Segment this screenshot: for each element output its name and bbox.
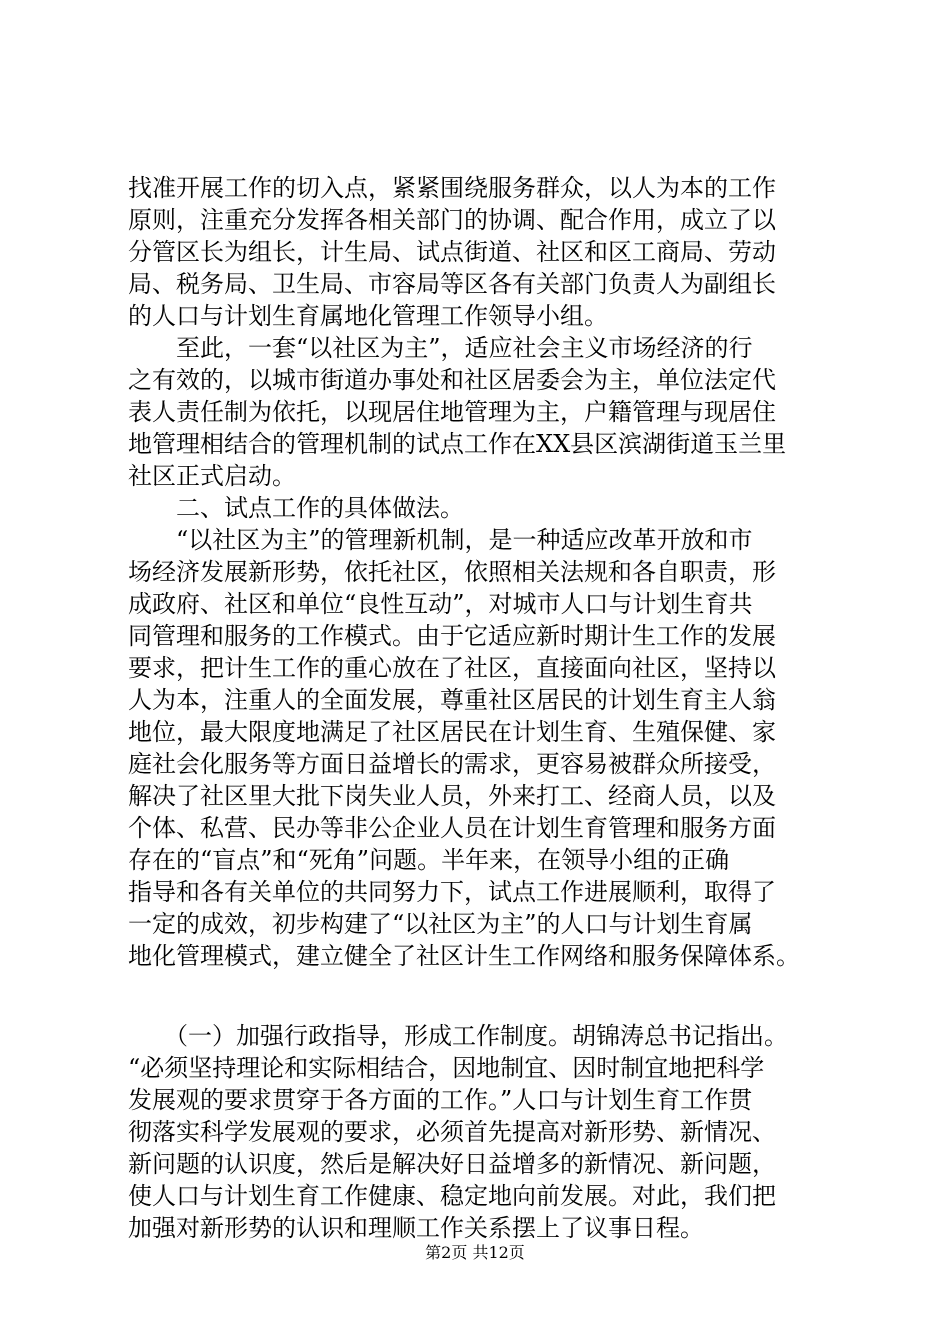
text-line: 局、税务局、卫生局、市容局等区各有关部门负责人为副组长	[128, 270, 776, 298]
paragraph-block-1	[128, 172, 828, 972]
text-line: “必须坚持理论和实际相结合，因地制宜、因时制宜地把科学	[128, 1054, 765, 1082]
text-line: “以社区为主”的管理新机制，是一种适应改革开放和市	[128, 526, 753, 554]
document-body	[128, 172, 828, 1244]
text-line: 个体、私营、民办等非公企业人员在计划生育管理和服务方面	[128, 814, 776, 842]
text-line: 的人口与计划生育属地化管理工作领导小组。	[128, 302, 608, 330]
text-line: 一定的成效，初步构建了“以社区为主”的人口与计划生育属	[128, 910, 753, 938]
text-line: 使人口与计划生育工作健康、稳定地向前发展。对此，我们把	[128, 1182, 776, 1210]
text-line: 二、试点工作的具体做法。	[128, 494, 464, 522]
text-line: 地化管理模式，建立健全了社区计生工作网络和服务保障体系。	[128, 942, 800, 970]
text-line: 之有效的，以城市街道办事处和社区居委会为主，单位法定代	[128, 366, 776, 394]
text-line: 找准开展工作的切入点，紧紧围绕服务群众，以人为本的工作	[128, 174, 776, 202]
text-line: 解决了社区里大批下岗失业人员，外来打工、经商人员，以及	[128, 782, 776, 810]
text-line: 发展观的要求贯穿于各方面的工作。”人口与计划生育工作贯	[128, 1086, 753, 1114]
text-line: 至此，一套“以社区为主”，适应社会主义市场经济的行	[128, 334, 753, 362]
text-line: 人为本，注重人的全面发展，尊重社区居民的计划生育主人翁	[128, 686, 776, 714]
text-line: 表人责任制为依托，以现居住地管理为主，户籍管理与现居住	[128, 398, 776, 426]
text-line: 场经济发展新形势，依托社区，依照相关法规和各自职责，形	[128, 558, 776, 586]
text-line: 加强对新形势的认识和理顺工作关系摆上了议事日程。	[128, 1214, 704, 1242]
text-line: 存在的“盲点”和“死角”问题。半年来，在领导小组的正确	[128, 846, 730, 874]
text-line: 庭社会化服务等方面日益增长的需求，更容易被群众所接受，	[128, 750, 776, 778]
paragraph-block-2	[128, 1020, 828, 1244]
text-line: 分管区长为组长，计生局、试点街道、社区和区工商局、劳动	[128, 238, 776, 266]
paragraph-gap	[128, 972, 828, 1020]
text-line: 要求，把计生工作的重心放在了社区，直接面向社区，坚持以	[128, 654, 776, 682]
text-line: 同管理和服务的工作模式。由于它适应新时期计生工作的发展	[128, 622, 776, 650]
text-line: 彻落实科学发展观的要求，必须首先提高对新形势、新情况、	[128, 1118, 776, 1146]
text-line: 成政府、社区和单位“良性互动”，对城市人口与计划生育共	[128, 590, 753, 618]
text-line: 社区正式启动。	[128, 462, 296, 490]
text-line: 新问题的认识度，然后是解决好日益增多的新情况、新问题，	[128, 1150, 776, 1178]
text-line: 地管理相结合的管理机制的试点工作在XX县区滨湖街道玉兰里	[128, 430, 787, 458]
text-line: 原则，注重充分发挥各相关部门的协调、配合作用，成立了以	[128, 206, 776, 234]
text-line: （一）加强行政指导，形成工作制度。胡锦涛总书记指出。	[128, 1022, 788, 1050]
page-number-footer: 第2页 共12页	[425, 1243, 525, 1262]
text-line: 地位，最大限度地满足了社区居民在计划生育、生殖保健、家	[128, 718, 776, 746]
text-line: 指导和各有关单位的共同努力下，试点工作进展顺利，取得了	[128, 878, 776, 906]
